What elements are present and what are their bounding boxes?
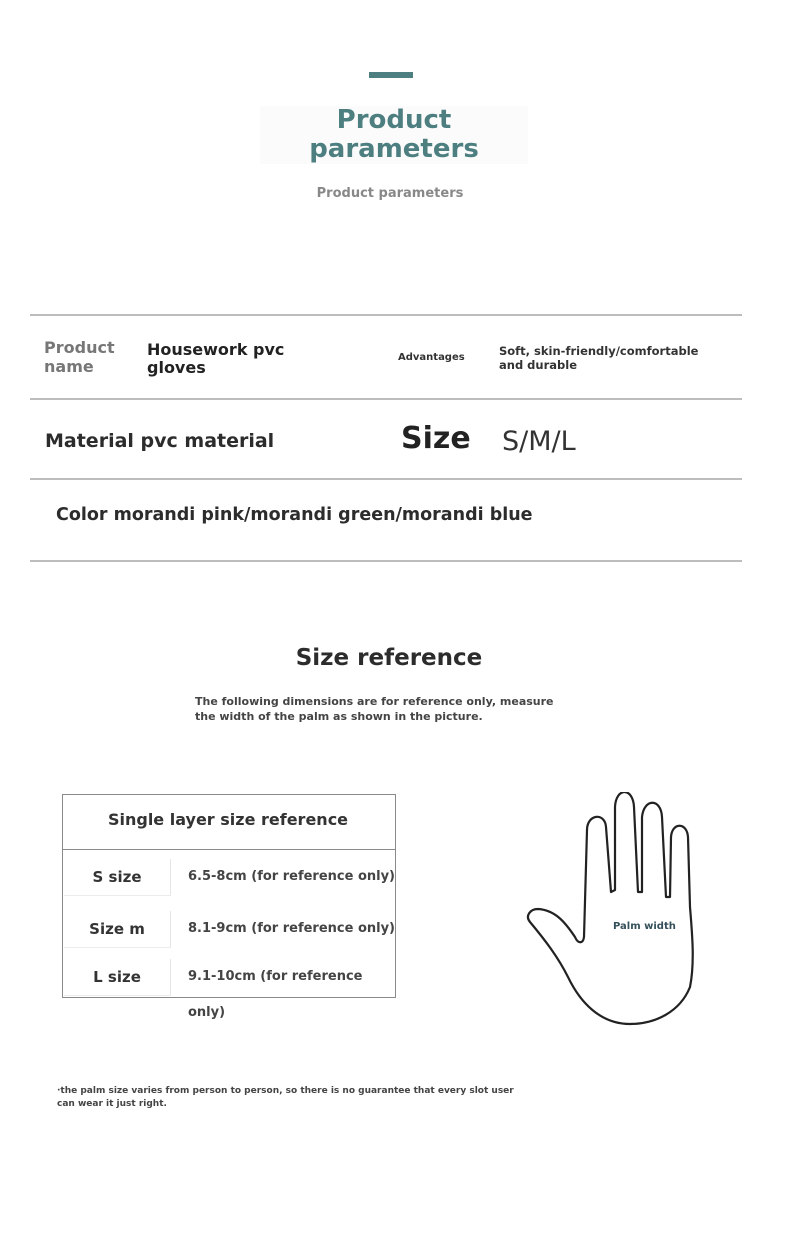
divider [30, 398, 742, 400]
divider [30, 478, 742, 480]
hand-outline-icon [520, 792, 700, 1028]
advantages-value: Soft, skin-friendly/comfortable and durable [499, 344, 699, 372]
material-text: Material pvc material [45, 430, 275, 452]
size-range: 9.1-10cm (for reference only) [188, 969, 363, 1020]
page-title: Product parameters [260, 106, 528, 164]
size-range: 6.5-8cm (for reference only) [188, 869, 396, 884]
size-value: S/M/L [502, 426, 576, 457]
product-name-value: Housework pvc gloves [147, 340, 285, 377]
divider [30, 560, 742, 562]
size-range: 8.1-9cm (for reference only) [188, 921, 396, 936]
size-reference-description: The following dimensions are for reference only, measure the width of the palm as shown in the picture. [195, 695, 554, 723]
size-label: Size [401, 421, 471, 456]
color-text: Color morandi pink/morandi green/morandi blue [56, 505, 533, 525]
product-name-label: Product name [44, 338, 115, 376]
footnote: ·the palm size varies from person to person, so there is no guarantee that every slot user can wear it just right. [57, 1086, 514, 1109]
size-table [62, 794, 396, 1020]
size-reference-title: Size reference [295, 645, 483, 671]
size-name: S size [64, 859, 171, 896]
title-accent-bar [369, 72, 413, 78]
table-row [63, 911, 395, 947]
size-table-title: Single layer size reference [107, 810, 349, 829]
size-name: Size m [64, 911, 171, 948]
table-row [63, 959, 395, 1020]
table-row [63, 859, 395, 895]
advantages-label: Advantages [398, 352, 465, 363]
size-table-header [63, 795, 395, 850]
palm-width-label: Palm width [613, 921, 676, 932]
divider [30, 314, 742, 316]
page-subtitle: Product parameters [316, 186, 464, 201]
size-name: L size [64, 959, 171, 996]
